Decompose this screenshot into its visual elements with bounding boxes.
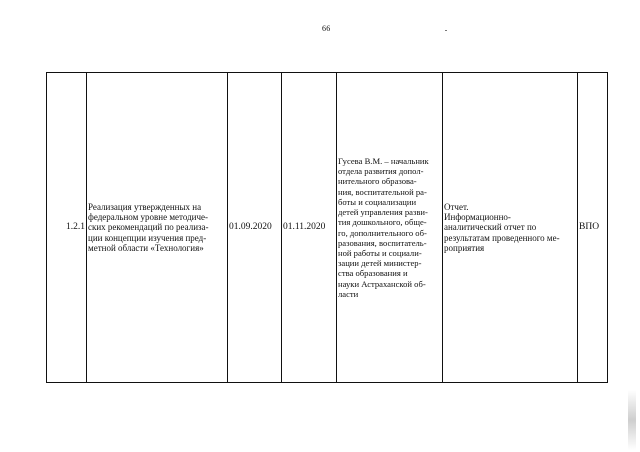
start-date-cell (228, 73, 282, 383)
plan-table (46, 72, 608, 383)
end-date-cell (282, 73, 337, 383)
scan-edge-shadow (628, 390, 636, 450)
executor-cell (578, 73, 608, 383)
responsible-text: Гусева В.М. – начальник отдела развития допол- нительного образова- ния, воспитательной ра- боты и социализации детей управления разви- тия дошкольного, обще- го, дополнительного об- разования, воспитатель- ной работы и социали- зации детей министер- ства образования и науки Астраханской об- ласти (338, 156, 429, 299)
item-number: 1.2.1 (66, 222, 85, 233)
page-number: 66 (322, 24, 331, 33)
responsible-cell (337, 73, 443, 383)
scan-mark (445, 30, 447, 31)
table-row (47, 73, 608, 383)
executor-text: ВПО (579, 222, 600, 233)
activity-cell (87, 73, 228, 383)
result-text: Отчет. Информационно- аналитический отчет по результатам проведенного ме- роприятия (444, 201, 560, 253)
end-date: 01.11.2020 (283, 222, 326, 233)
result-cell (443, 73, 578, 383)
activity-text: Реализация утвержденных на федеральном уровне методиче- ских рекомендаций по реализа- ции концепции изучения пред- метной области «Технология» (88, 201, 209, 253)
item-number-cell (47, 73, 87, 383)
start-date: 01.09.2020 (229, 222, 272, 233)
